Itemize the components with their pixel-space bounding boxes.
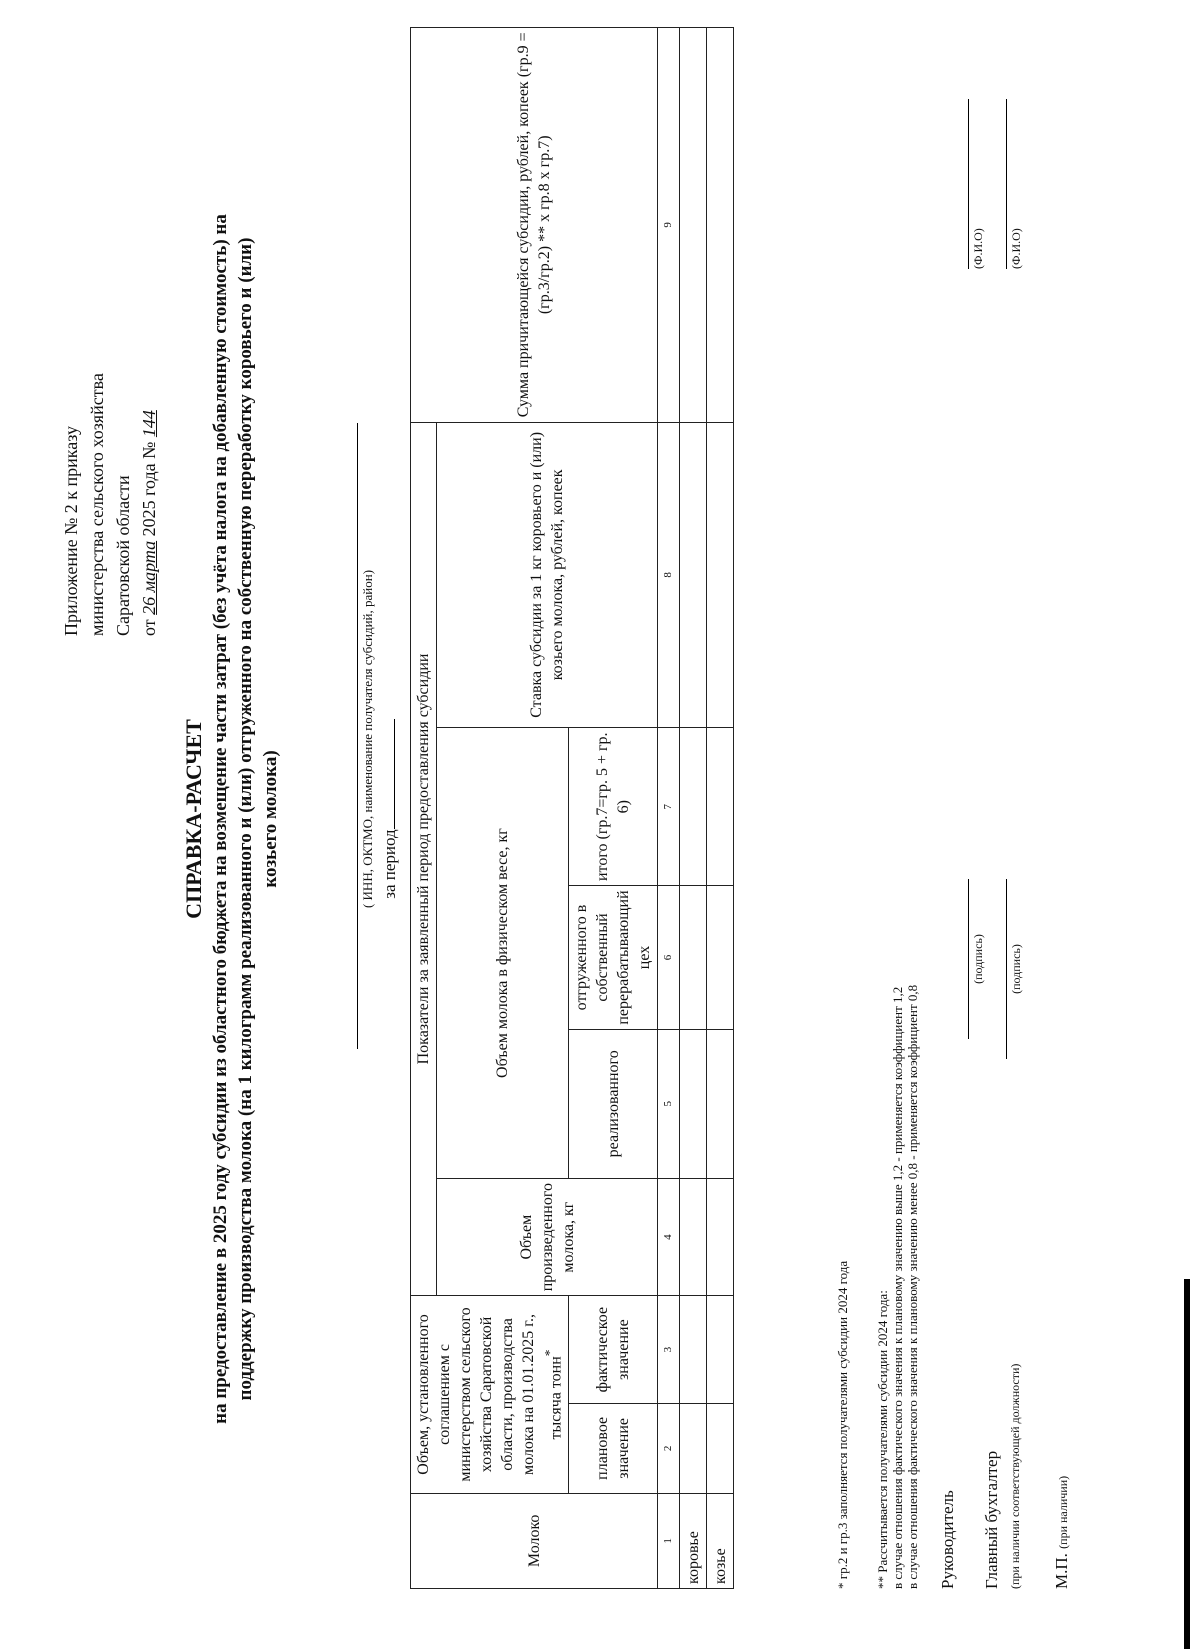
footnote-1: * гр.2 и гр.3 заполняется получателями субсидии 2024 года — [835, 1260, 850, 1589]
accountant-position-note: (при наличии соответствующей должности) — [1008, 1363, 1022, 1589]
handwritten-number: 144 — [139, 410, 159, 438]
column-number: 7 — [658, 728, 680, 886]
header-total: итого (гр.7=гр. 5 + гр. 6) — [569, 728, 658, 886]
cell-empty — [707, 728, 734, 886]
footnotes — [835, 389, 920, 1589]
document-title — [180, 139, 283, 1499]
cell-empty — [707, 1178, 734, 1295]
handwritten-date: 26 марта — [139, 540, 159, 615]
period-blank — [394, 719, 395, 829]
approval-line-2: министерства сельского хозяйства — [87, 373, 107, 636]
cell-empty — [707, 886, 734, 1029]
header-volume: Объем молока в физическом весе, кг — [437, 728, 569, 1179]
accountant-signature-caption: (подпись) — [1009, 944, 1023, 994]
row-label: козье — [707, 1493, 734, 1588]
footnote-2: ** Рассчитывается получателями субсидии 2024 года: — [875, 1290, 890, 1589]
recipient-caption: ( ИНН, ОКТМО, наименование получателя субсидий, район) — [360, 569, 375, 909]
header-plan: плановое значение — [569, 1404, 658, 1494]
period-label: за период — [380, 829, 399, 899]
title-main: СПРАВКА-РАСЧЕТ — [181, 719, 206, 919]
cell-empty — [680, 1029, 707, 1178]
cell-empty — [680, 1296, 707, 1404]
table-row — [707, 28, 734, 1589]
cell-empty — [707, 422, 734, 727]
head-signature-line — [968, 879, 969, 1039]
header-milk: Молоко — [411, 1493, 658, 1588]
title-line-1: на предоставление в 2025 году субсидии из областного бюджета на возмещение части затрат (без учёта налога на добавленную стоимость) на — [210, 214, 231, 1424]
head-fio-caption: (Ф.И.О) — [971, 228, 985, 269]
recipient-line — [357, 423, 358, 1049]
stamp-area — [1052, 1476, 1072, 1589]
cell-empty — [680, 886, 707, 1029]
header-shipped: отгруженного в собственный перерабатывающий цех — [569, 886, 658, 1029]
row-label: коровье — [680, 1493, 707, 1588]
cell-empty — [707, 1029, 734, 1178]
column-number: 3 — [658, 1296, 680, 1404]
header-sum: Сумма причитающейся субсидии, рублей, копеек (гр.9 = (гр.3/гр.2) ** х гр.8 х гр.7) — [411, 28, 658, 423]
accountant-fio-caption: (Ф.И.О) — [1009, 228, 1023, 269]
header-agreement: Объем, установленного соглашением с министерством сельского хозяйства Саратовской области, производства молока на 01.01.2025 г., тысяча тонн* — [411, 1296, 569, 1493]
accountant-fio-line — [1006, 99, 1007, 269]
footnote-4: в случае отношения фактического значения к плановому значению менее 0,8 - применяется коэффициент 0,8 — [905, 984, 920, 1589]
header-produced: Объем произведенного молока, кг — [437, 1178, 658, 1295]
column-number: 4 — [658, 1178, 680, 1295]
footnote-3: в случае отношения фактического значения к плановому значению выше 1,2 - применяется коэффициент 1,2 — [890, 986, 905, 1589]
column-number: 5 — [658, 1029, 680, 1178]
header-fact: фактическое значение — [569, 1296, 658, 1404]
column-number: 8 — [658, 422, 680, 727]
cell-empty — [680, 728, 707, 886]
table-row — [680, 28, 707, 1589]
cell-empty — [680, 422, 707, 727]
signatures-block — [930, 29, 1190, 1589]
approval-line-1: Приложение № 2 к приказу — [61, 426, 81, 636]
cell-empty — [680, 28, 707, 423]
column-number: 9 — [658, 28, 680, 423]
head-signature-caption: (подпись) — [971, 934, 985, 984]
cell-empty — [707, 28, 734, 423]
cell-empty — [707, 1404, 734, 1494]
cell-empty — [680, 1178, 707, 1295]
head-label: Руководитель — [938, 1490, 957, 1589]
column-number-row — [658, 28, 680, 1589]
title-line-2: поддержку производства молока (на 1 килограмм реализованного и (или) отгруженного на собственную переработку коровьего и (или) — [235, 237, 256, 1401]
accountant-label: Главный бухгалтер — [982, 1450, 1001, 1589]
column-number: 1 — [658, 1493, 680, 1588]
head-fio-line — [968, 99, 969, 269]
column-number: 6 — [658, 886, 680, 1029]
cell-empty — [680, 1404, 707, 1494]
approval-block — [58, 306, 162, 636]
approval-line-3: Саратовской области — [113, 475, 133, 636]
cell-empty — [707, 1296, 734, 1404]
stamp-note: (при наличии) — [1056, 1475, 1070, 1549]
calculation-table — [410, 27, 734, 1589]
stamp-label: М.П. — [1052, 1553, 1071, 1589]
title-line-3: козьего молока) — [260, 750, 281, 888]
header-sold: реализованного — [569, 1029, 658, 1178]
column-number: 2 — [658, 1404, 680, 1494]
header-rate: Ставка субсидии за 1 кг коровьего и (или) козьего молока, рублей, копеек — [437, 422, 658, 727]
header-indicators: Показатели за заявленный период предоставления субсидии — [411, 422, 437, 1296]
period-field — [380, 609, 400, 1009]
approval-date: от 26 марта 2025 года № 144 — [139, 410, 159, 636]
accountant-signature-line — [1006, 879, 1007, 1059]
